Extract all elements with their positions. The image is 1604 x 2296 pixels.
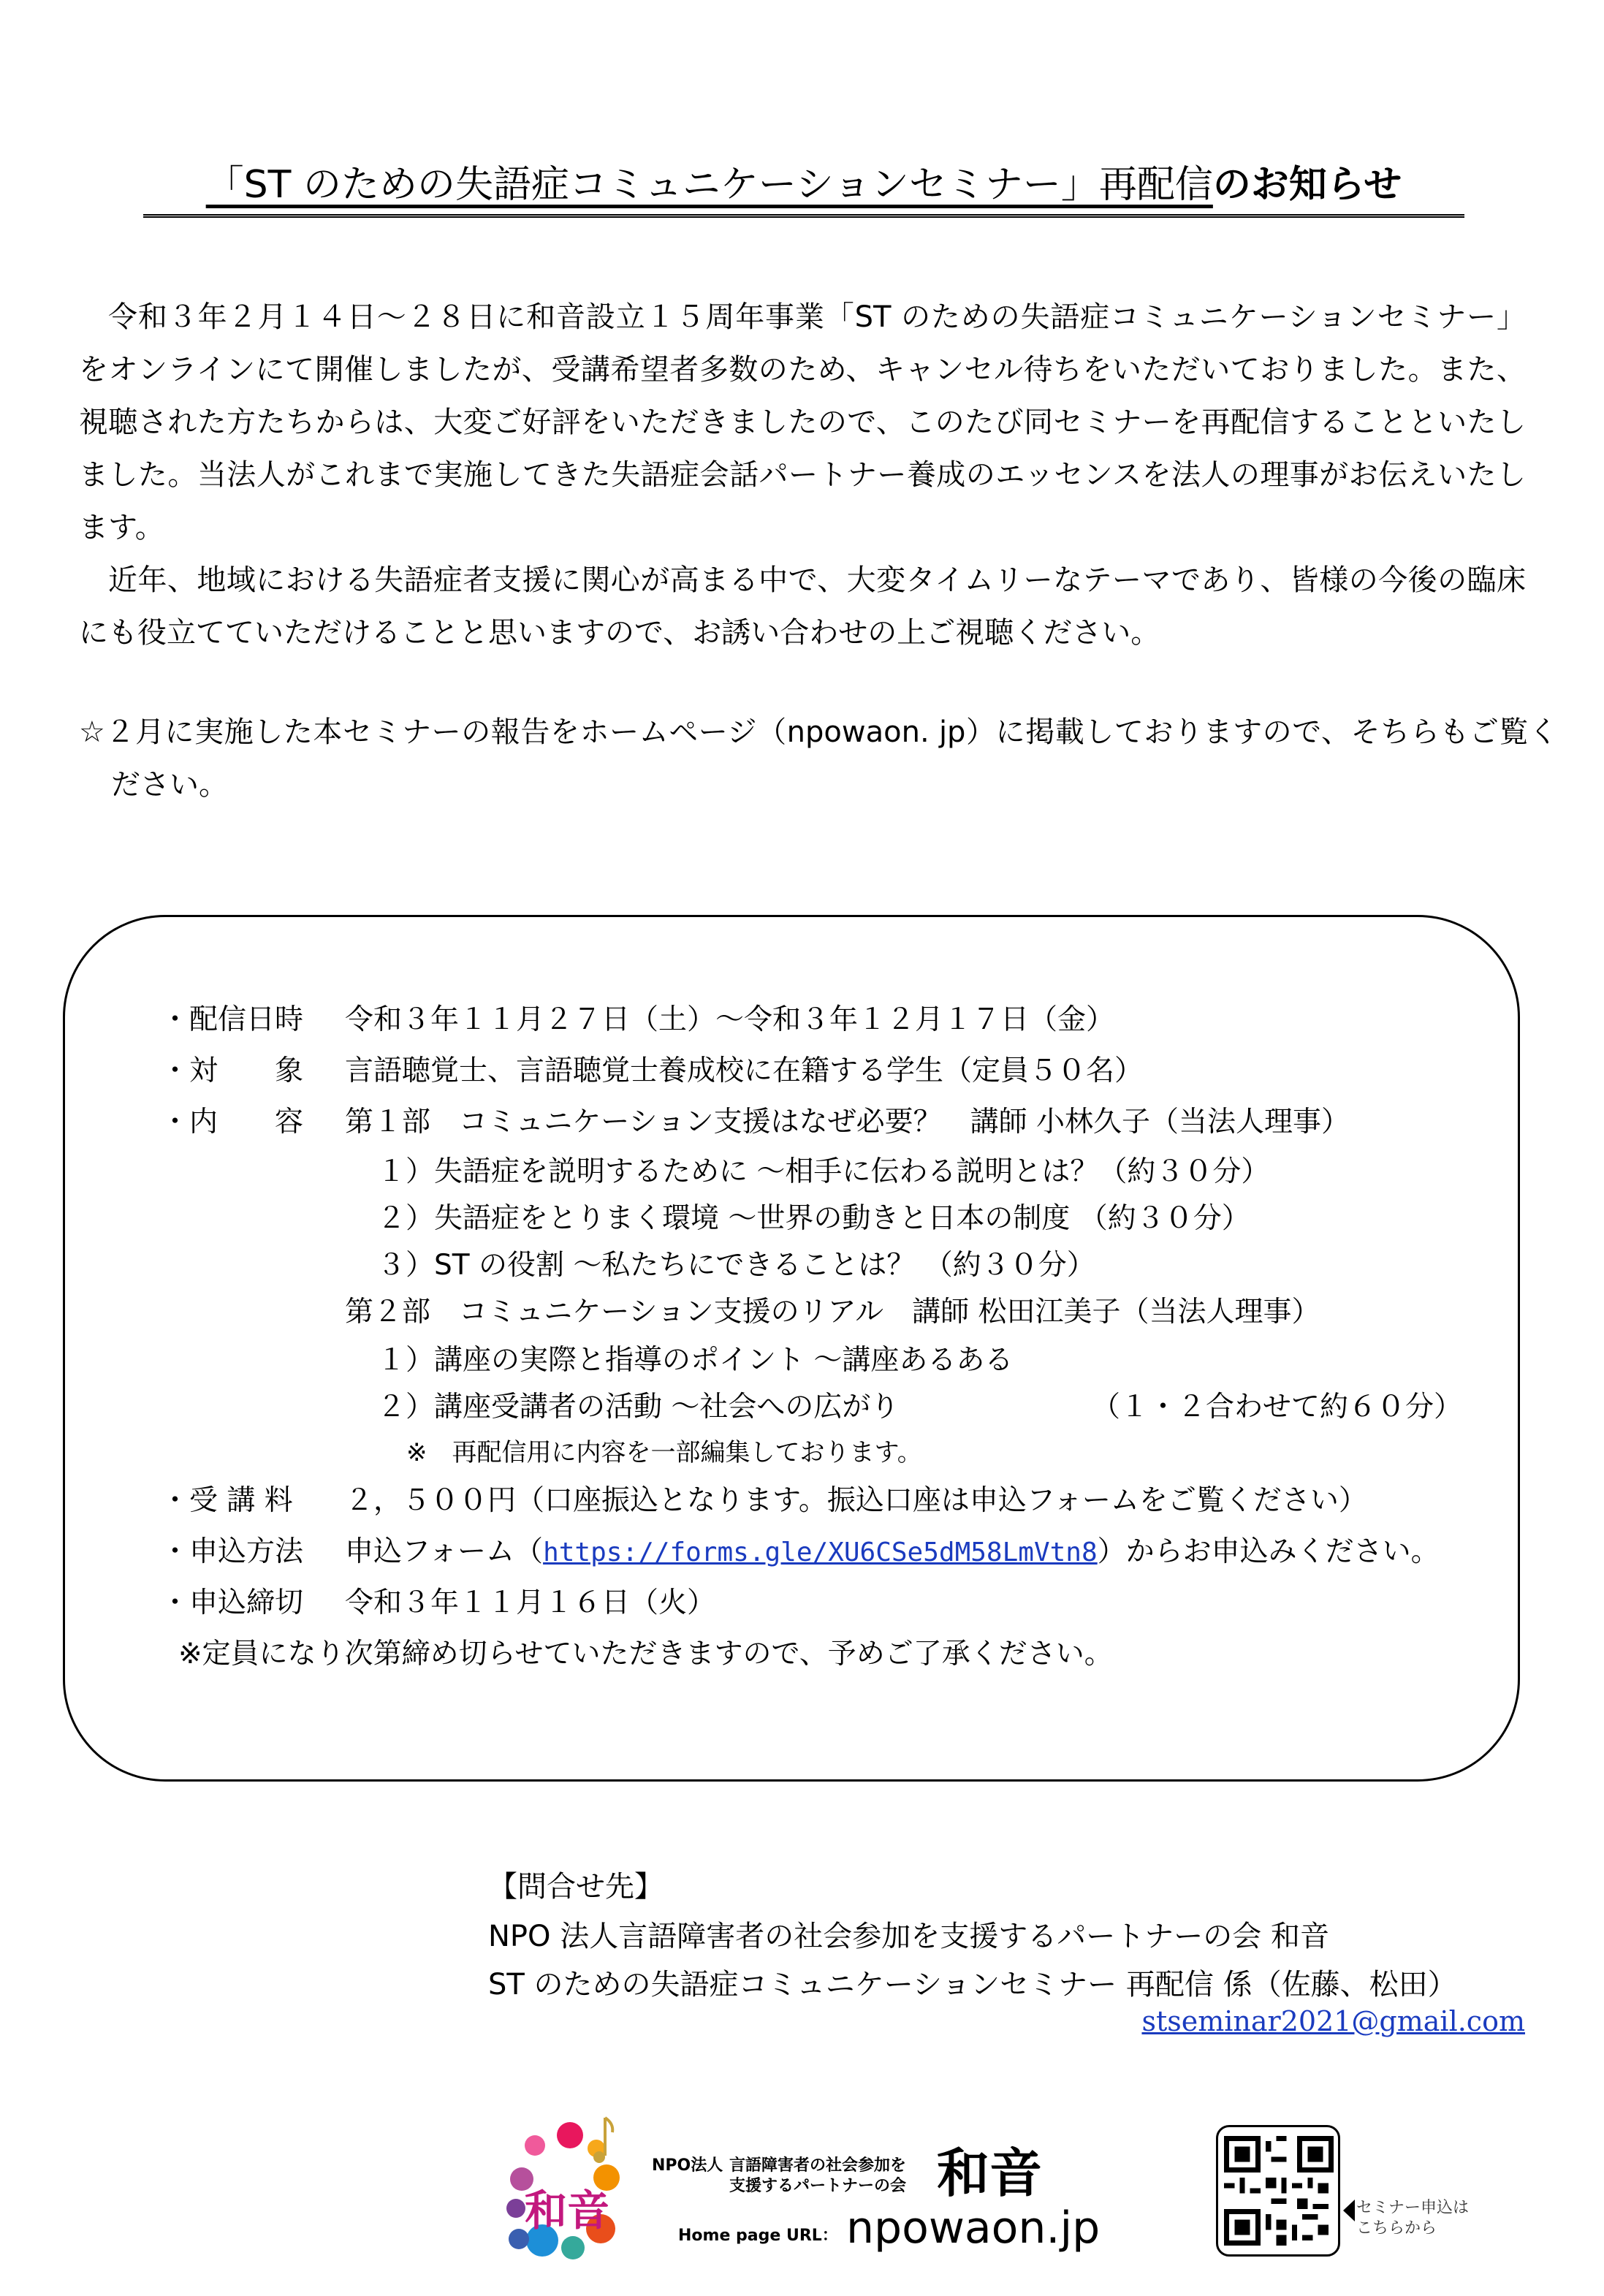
- fee-label: ・受 講 料: [161, 1484, 293, 1517]
- apply-prefix: 申込フォーム（: [345, 1535, 544, 1568]
- contact-email-link[interactable]: stseminar2021@gmail.com: [1141, 2005, 1525, 2037]
- part2-heading: 第２部 コミュニケーション支援のリアル 講師 松田江美子（当法人理事）: [345, 1296, 1320, 1328]
- part1-item: ３）ST の役割 ～私たちにできることは？ （約３０分）: [377, 1249, 1095, 1282]
- date-value: 令和３年１１月２７日（土）～令和３年１２月１７日（金）: [345, 1003, 1115, 1036]
- title-part2: のお知らせ: [1212, 163, 1402, 207]
- fee-value: ２，５００円（口座振込となります。振込口座は申込フォームをご覧ください）: [345, 1484, 1367, 1517]
- fee-row: [161, 1478, 1367, 1518]
- logo-url: npowaon.jp: [846, 2202, 1101, 2254]
- target-label: ・対 象: [161, 1054, 304, 1087]
- title-block: [143, 153, 1464, 218]
- deadline-note: ※定員になり次第締め切らせていただきますので、予めご了承ください。: [178, 1638, 1113, 1670]
- part2-item: １）講座の実際と指導のポイント ～講座あるある: [377, 1344, 1014, 1377]
- part2-time: （１・２合わせて約６０分）: [1092, 1391, 1463, 1423]
- intro-paragraph-2: 近年、地域における失語症者支援に関心が高まる中で、大変タイムリーなテーマであり、皆様の今後の臨床にも役立てていただけることと思いますので、お誘い合わせの上ご視聴ください。: [79, 563, 1526, 650]
- date-row: [161, 997, 1114, 1038]
- content-label: ・内 容: [161, 1106, 304, 1139]
- qr-label-line2: こちらから: [1356, 2219, 1437, 2238]
- edit-note: ※ 再配信用に内容を一部編集しております。: [406, 1438, 922, 1467]
- intro-paragraph-1: 令和３年２月１４日～２８日に和音設立１５周年事業「ST のための失語症コミュニケーションセミナー」をオンラインにて開催しましたが、受講希望者多数のため、キャンセル待ちをいただいておりました。また、視聴された方たちからは、大変ご好評をいただきましたので、このたび同セミナーを再配信することといたしました。当法人がこれまで実施してきた失語症会話パートナー養成のエッセンスを法人の理事がお伝えいたします。: [79, 300, 1526, 544]
- part1-heading: 第１部 コミュニケーション支援はなぜ必要？ 講師 小林久子（当法人理事）: [345, 1106, 1350, 1139]
- target-value: 言語聴覚士、言語聴覚士養成校に在籍する学生（定員５０名）: [345, 1054, 1144, 1087]
- apply-label: ・申込方法: [161, 1535, 304, 1568]
- date-label: ・配信日時: [161, 1003, 304, 1036]
- qr-code-icon[interactable]: [1224, 2136, 1334, 2246]
- contact-org: NPO 法人言語障害者の社会参加を支援するパートナーの会 和音: [488, 1920, 1329, 1953]
- organization-logo: [497, 2110, 1101, 2271]
- part1-item: ２）失語症をとりまく環境 ～世界の動きと日本の制度 （約３０分）: [377, 1202, 1250, 1235]
- contact-heading: 【問合せ先】: [488, 1870, 664, 1904]
- apply-suffix: ）からお申込みください。: [1097, 1535, 1440, 1568]
- title-part1: 「ST のための失語症コミュニケーションセミナー」再配信: [205, 163, 1213, 207]
- deadline-value: 令和３年１１月１６日（火）: [345, 1586, 716, 1619]
- target-row: [161, 1048, 1143, 1089]
- part1-item: １）失語症を説明するために ～相手に伝わる説明とは？（約３０分）: [377, 1155, 1270, 1188]
- apply-row: [161, 1529, 1440, 1570]
- apply-form-link[interactable]: https://forms.gle/XU6CSe5dM58LmVtn8: [543, 1537, 1098, 1567]
- homepage-note: ☆２月に実施した本セミナーの報告をホームページ（npowaon. jp）に掲載しておりますので、そちらもご覧ください。: [79, 715, 1558, 802]
- arrow-left-icon: [1343, 2200, 1355, 2221]
- contact-dept: ST のための失語症コミュニケーションセミナー 再配信 係（佐藤、松田）: [488, 1968, 1457, 2002]
- qr-label-line1: セミナー申込は: [1356, 2199, 1470, 2217]
- logo-org-line1: 言語障害者の社会参加を: [729, 2156, 907, 2175]
- page-title: [143, 153, 1464, 208]
- logo-org-prefix: NPO法人: [652, 2156, 723, 2175]
- part2-item: ２）講座受講者の活動 ～社会への広がり: [377, 1391, 900, 1423]
- logo-name: 和音: [937, 2143, 1043, 2204]
- qr-label: [1356, 2198, 1469, 2239]
- content-row: [161, 1099, 1350, 1140]
- deadline-row: [161, 1580, 715, 1621]
- logo-org-line2: 支援するパートナーの会: [729, 2177, 907, 2195]
- qr-code-frame: [1216, 2125, 1340, 2257]
- deadline-label: ・申込締切: [161, 1586, 304, 1619]
- logo-mark-text: 和音: [525, 2186, 610, 2235]
- logo-url-label: Home page URL：: [678, 2227, 838, 2245]
